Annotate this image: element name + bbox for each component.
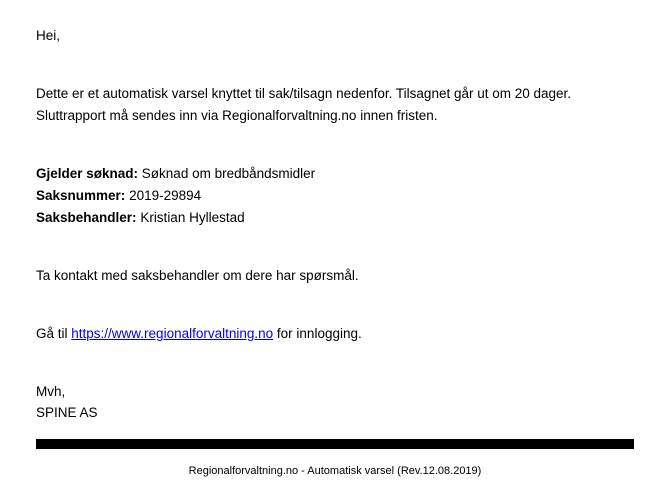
footer-text: Regionalforvaltning.no - Automatisk varsel (Rev.12.08.2019) — [188, 465, 482, 477]
regionalforvaltning-link[interactable]: https://www.regionalforvaltning.no — [71, 326, 274, 341]
greeting: Hei, — [36, 28, 61, 43]
field-case-handler-value: Kristian Hyllestad — [140, 210, 245, 225]
field-case-handler-label: Saksbehandler: — [36, 210, 137, 225]
field-case-number-label: Saksnummer: — [36, 188, 126, 203]
field-case-number-value: 2019-29894 — [129, 188, 202, 203]
login-line — [36, 326, 362, 342]
field-application — [36, 166, 315, 182]
field-case-number — [36, 188, 201, 204]
field-case-handler — [36, 210, 245, 226]
intro-line-2: Sluttrapport må sendes inn via Regionalforvaltning.no innen fristen. — [36, 108, 438, 123]
login-suffix: for innlogging. — [276, 326, 362, 341]
signoff-closing: Mvh, — [36, 384, 66, 399]
field-application-label: Gjelder søknad: — [36, 166, 139, 181]
login-prefix: Gå til — [36, 326, 68, 341]
footer-divider — [36, 439, 634, 449]
contact-text: Ta kontakt med saksbehandler om dere har spørsmål. — [36, 268, 359, 283]
field-application-value: Søknad om bredbåndsmidler — [141, 166, 316, 181]
intro-line-1: Dette er et automatisk varsel knyttet til sak/tilsagn nedenfor. Tilsagnet går ut om 20 dager. — [36, 86, 572, 101]
signoff-sender: SPINE AS — [36, 405, 98, 420]
